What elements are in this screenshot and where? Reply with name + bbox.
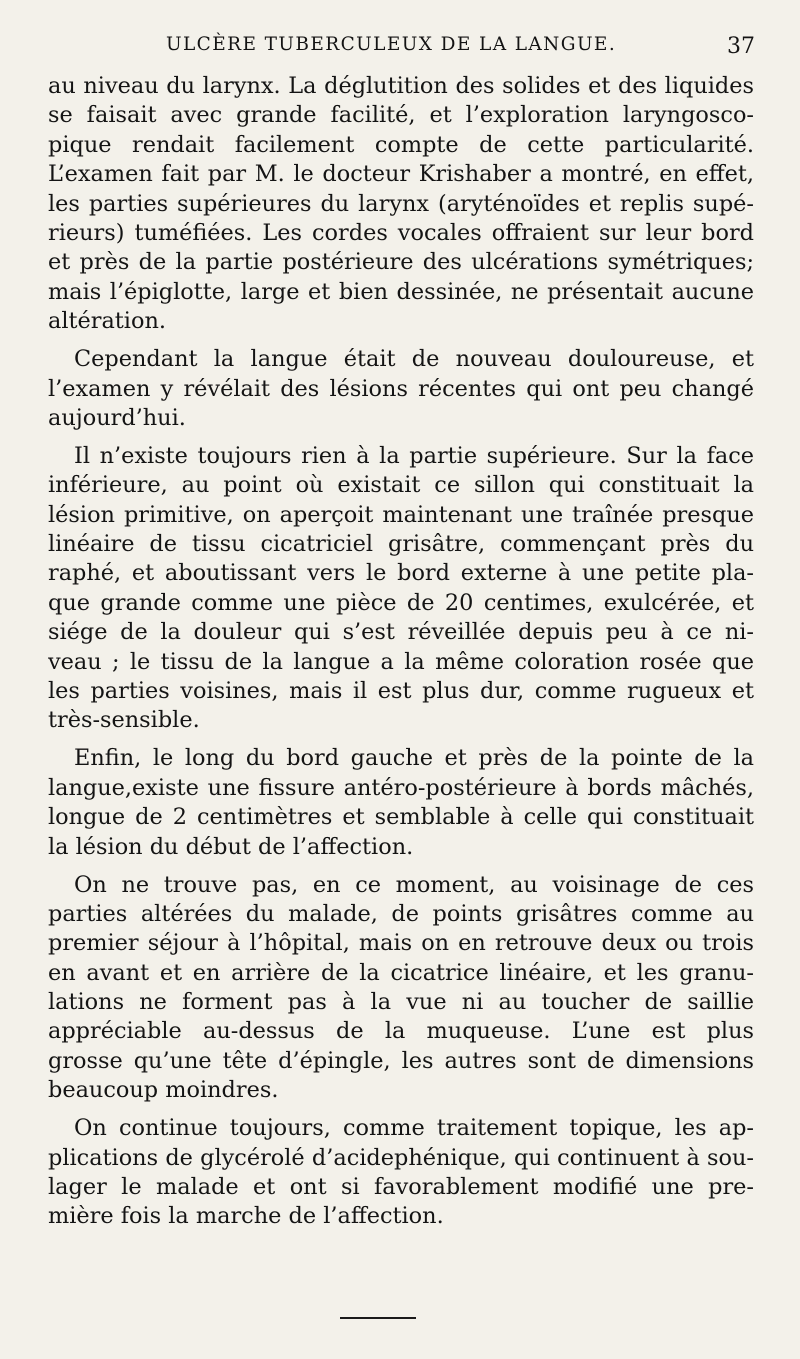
text-line: mais l’épiglotte, large et bien dessinée, ne présentait aucune: [48, 278, 754, 305]
text-line: les parties supérieures du larynx (aryténoïdes et replis supé-: [48, 190, 754, 217]
text-line: les parties voisines, mais il est plus dur, comme rugueux et: [48, 678, 754, 704]
text-line: et près de la partie postérieure des ulcérations symétriques;: [48, 249, 754, 276]
text-line: linéaire de tissu cicatriciel grisâtre, commençant près du: [48, 531, 754, 558]
text-line: mière fois la marche de l’affection.: [48, 1203, 444, 1230]
text-line: lager le malade et ont si favorablement modifié une pre-: [48, 1174, 754, 1201]
text-line: très-sensible.: [48, 707, 200, 734]
page-number: 37: [727, 34, 755, 59]
text-line: raphé, et aboutissant vers le bord externe à une petite pla-: [48, 560, 754, 587]
text-line: lations ne forment pas à la vue ni au toucher de saillie: [48, 989, 754, 1016]
text-line: Cependant la langue était de nouveau douloureuse, et: [74, 346, 754, 373]
text-line: Enfin, le long du bord gauche et près de la pointe de la: [74, 745, 754, 772]
text-line: altération.: [48, 308, 166, 335]
text-line: langue,existe une fissure antéro-postérieure à bords mâchés,: [48, 774, 754, 801]
running-title: ULCÈRE TUBERCULEUX DE LA LANGUE.: [166, 34, 617, 55]
text-line: se faisait avec grande facilité, et l’exploration laryngosco-: [48, 102, 754, 129]
text-line: grosse qu’une tête d’épingle, les autres sont de dimensions: [48, 1047, 754, 1074]
text-line: premier séjour à l’hôpital, mais on en retrouve deux ou trois: [48, 930, 754, 957]
text-line: veau ; le tissu de la langue a la même coloration rosée que: [48, 648, 754, 675]
text-line: aujourd’hui.: [48, 404, 186, 431]
body-text: [48, 72, 754, 1232]
end-rule: [340, 1317, 416, 1319]
text-line: lésion primitive, on aperçoit maintenant une traînée presque: [48, 501, 754, 528]
text-line: au niveau du larynx. La déglutition des solides et des liquides: [48, 73, 754, 99]
text-line: la lésion du début de l’affection.: [48, 833, 414, 860]
paragraph: [48, 871, 754, 1106]
paragraph: [48, 1114, 754, 1232]
paragraph: [48, 345, 754, 433]
text-line: On ne trouve pas, en ce moment, au voisinage de ces: [74, 871, 754, 898]
text-line: en avant et en arrière de la cicatrice linéaire, et les granu-: [48, 959, 754, 986]
paragraph: [48, 72, 754, 337]
text-line: appréciable au-dessus de la muqueuse. L’une est plus: [48, 1018, 754, 1045]
text-line: rieurs) tuméfiées. Les cordes vocales offraient sur leur bord: [48, 219, 754, 246]
page-header: [48, 34, 755, 60]
text-line: parties altérées du malade, de points grisâtres comme au: [48, 900, 754, 927]
text-line: que grande comme une pièce de 20 centimes, exulcérée, et: [48, 589, 754, 616]
text-line: beaucoup moindres.: [48, 1077, 279, 1104]
text-line: inférieure, au point où existait ce sillon qui constituait la: [48, 472, 754, 499]
text-line: pique rendait facilement compte de cette particularité.: [48, 131, 754, 158]
text-line: On continue toujours, comme traitement topique, les ap-: [74, 1115, 754, 1142]
paragraph: [48, 442, 754, 736]
text-line: plications de glycérolé d’acidephénique, qui continuent à sou-: [48, 1144, 754, 1171]
text-line: longue de 2 centimètres et semblable à celle qui constituait: [48, 804, 754, 831]
paragraph: [48, 744, 754, 862]
text-line: siége de la douleur qui s’est réveillée depuis peu à ce ni-: [48, 619, 754, 646]
text-line: l’examen y révélait des lésions récentes qui ont peu changé: [48, 375, 754, 402]
text-line: Il n’existe toujours rien à la partie supérieure. Sur la face: [74, 442, 754, 469]
text-line: L’examen fait par M. le docteur Krishaber a montré, en effet,: [48, 161, 754, 188]
